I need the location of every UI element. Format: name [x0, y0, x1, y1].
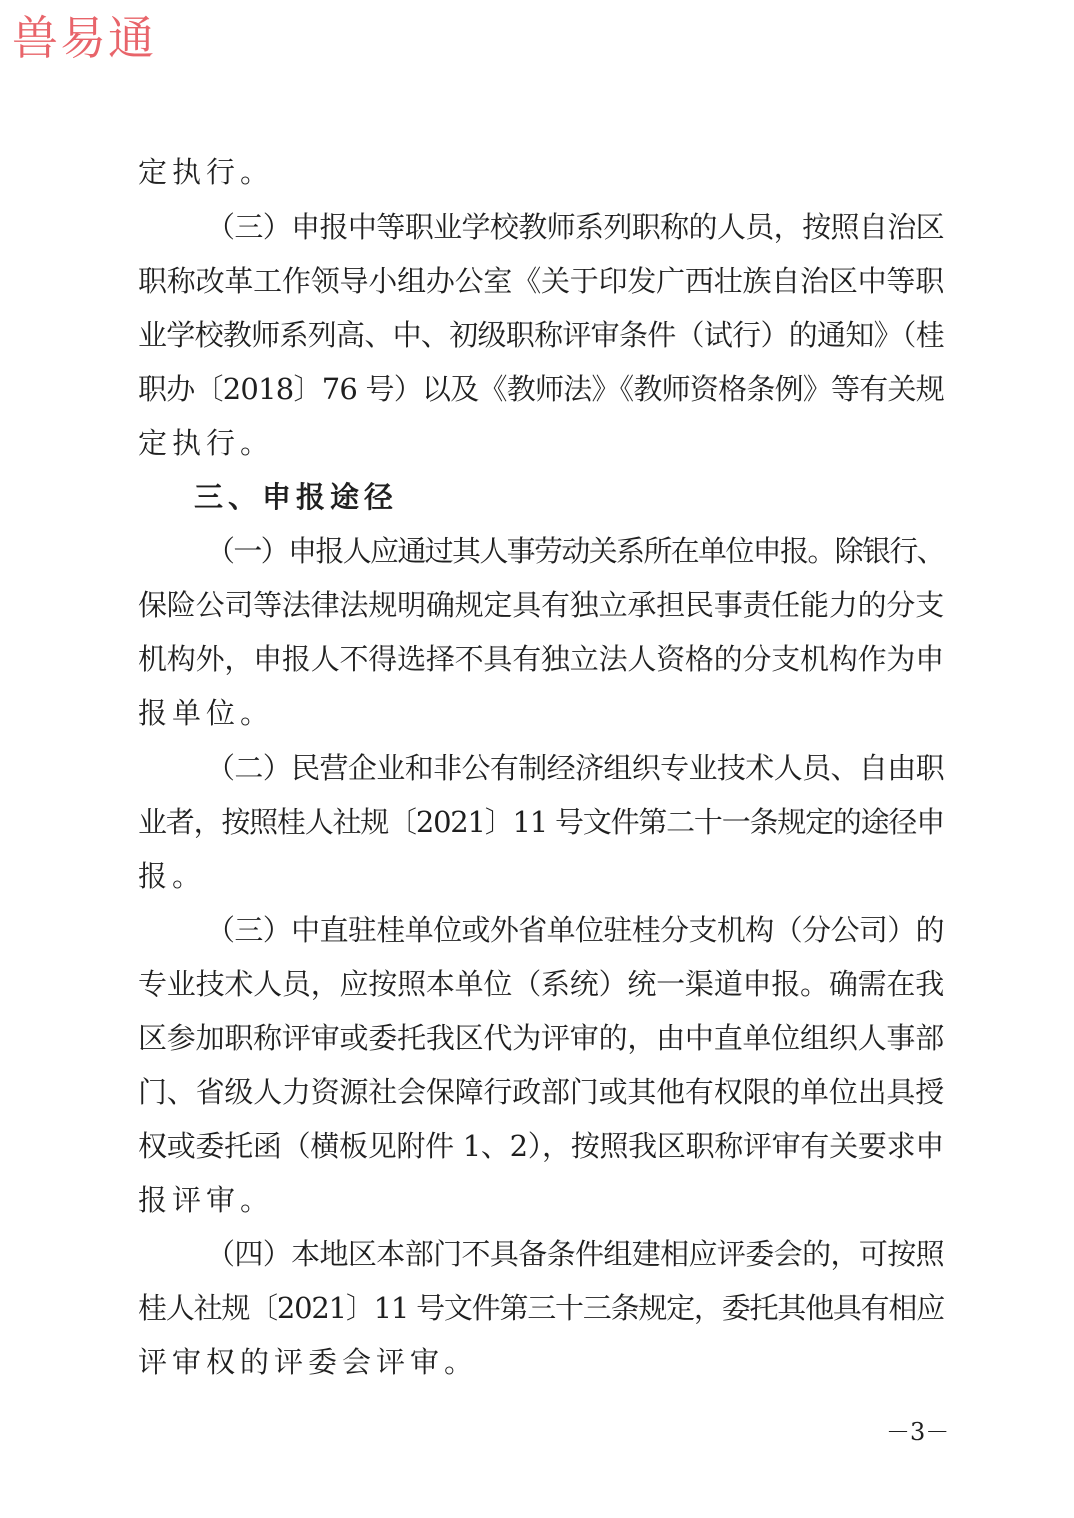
text-line: 桂人社规〔2021〕11 号文件第三十三条规定，委托其他具有相应 [138, 1291, 944, 1325]
text-line: 业学校教师系列高、中、初级职称评审条件（试行）的通知》（桂 [138, 318, 944, 352]
text-line: 职办〔2018〕76 号）以及《教师法》《教师资格条例》等有关规 [138, 372, 944, 406]
text-line: （三）申报中等职业学校教师系列职称的人员，按照自治区 [206, 210, 944, 244]
text-line: 专业技术人员，应按照本单位（系统）统一渠道申报。确需在我 [138, 967, 944, 1001]
text-line: 职称改革工作领导小组办公室《关于印发广西壮族自治区中等职 [138, 264, 944, 298]
text-line: 评审权的评委会评审。 [138, 1345, 479, 1379]
text-line: 区参加职称评审或委托我区代为评审的，由中直单位组织人事部 [138, 1021, 944, 1055]
text-line: （三）中直驻桂单位或外省单位驻桂分支机构（分公司）的 [206, 913, 944, 947]
section-heading: 三、申报途径 [194, 480, 399, 514]
text-line: 门、省级人力资源社会保障行政部门或其他有权限的单位出具授 [138, 1075, 944, 1109]
text-line: （一）申报人应通过其人事劳动关系所在单位申报。除银行、 [206, 534, 944, 568]
page-number: －3－ [886, 1418, 950, 1446]
text-line: 报评审。 [138, 1183, 275, 1217]
text-line: （二）民营企业和非公有制经济组织专业技术人员、自由职 [206, 751, 944, 785]
text-line: 定执行。 [138, 426, 275, 460]
text-line: 报。 [138, 859, 207, 893]
watermark-logo: 兽易通 [12, 11, 156, 65]
text-line: 保险公司等法律法规明确规定具有独立承担民事责任能力的分支 [138, 588, 944, 622]
text-line: 权或委托函（横板见附件 1、2），按照我区职称评审有关要求申 [138, 1129, 944, 1163]
text-line: （四）本地区本部门不具备条件组建相应评委会的，可按照 [206, 1237, 944, 1271]
text-line: 定执行。 [138, 155, 275, 189]
text-line: 机构外，申报人不得选择不具有独立法人资格的分支机构作为申 [138, 642, 944, 676]
text-line: 业者，按照桂人社规〔2021〕11 号文件第二十一条规定的途径申 [138, 805, 944, 839]
text-line: 报单位。 [138, 696, 275, 730]
